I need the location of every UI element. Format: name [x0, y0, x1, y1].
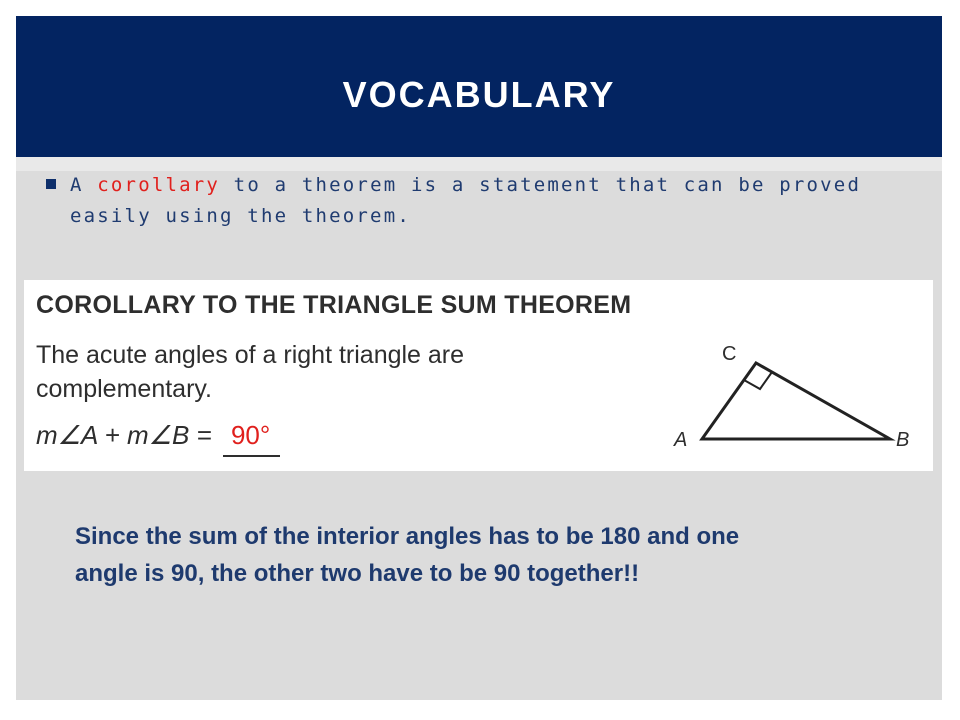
definition-suffix: to a theorem is a statement that can be proved easily using the theorem.	[70, 174, 862, 227]
vertex-label-a: A	[674, 429, 688, 451]
vertex-label-b: B	[896, 429, 910, 451]
vertex-label-c: C	[722, 343, 737, 365]
corollary-equation	[36, 420, 280, 457]
right-triangle-diagram	[664, 336, 924, 456]
definition-term: corollary	[97, 174, 221, 196]
corollary-statement: The acute angles of a right triangle are complementary.	[36, 341, 465, 403]
definition-text	[70, 170, 886, 232]
title-bar-divider	[16, 157, 942, 171]
equation-lhs: m∠A + m∠B =	[36, 420, 212, 450]
triangle-shape	[702, 363, 890, 439]
corollary-figure	[24, 280, 933, 471]
definition-bullet	[46, 170, 886, 232]
equation-answer: 90°	[223, 420, 280, 457]
corollary-heading: COROLLARY TO THE TRIANGLE SUM THEOREM	[36, 291, 632, 319]
explanation-text: Since the sum of the interior angles has to be 180 and one angle is 90, the other two have to be 90 together!!	[75, 523, 740, 587]
definition-prefix: A	[70, 174, 98, 196]
slide-title: VOCABULARY	[342, 74, 616, 115]
square-bullet-icon	[46, 179, 56, 189]
